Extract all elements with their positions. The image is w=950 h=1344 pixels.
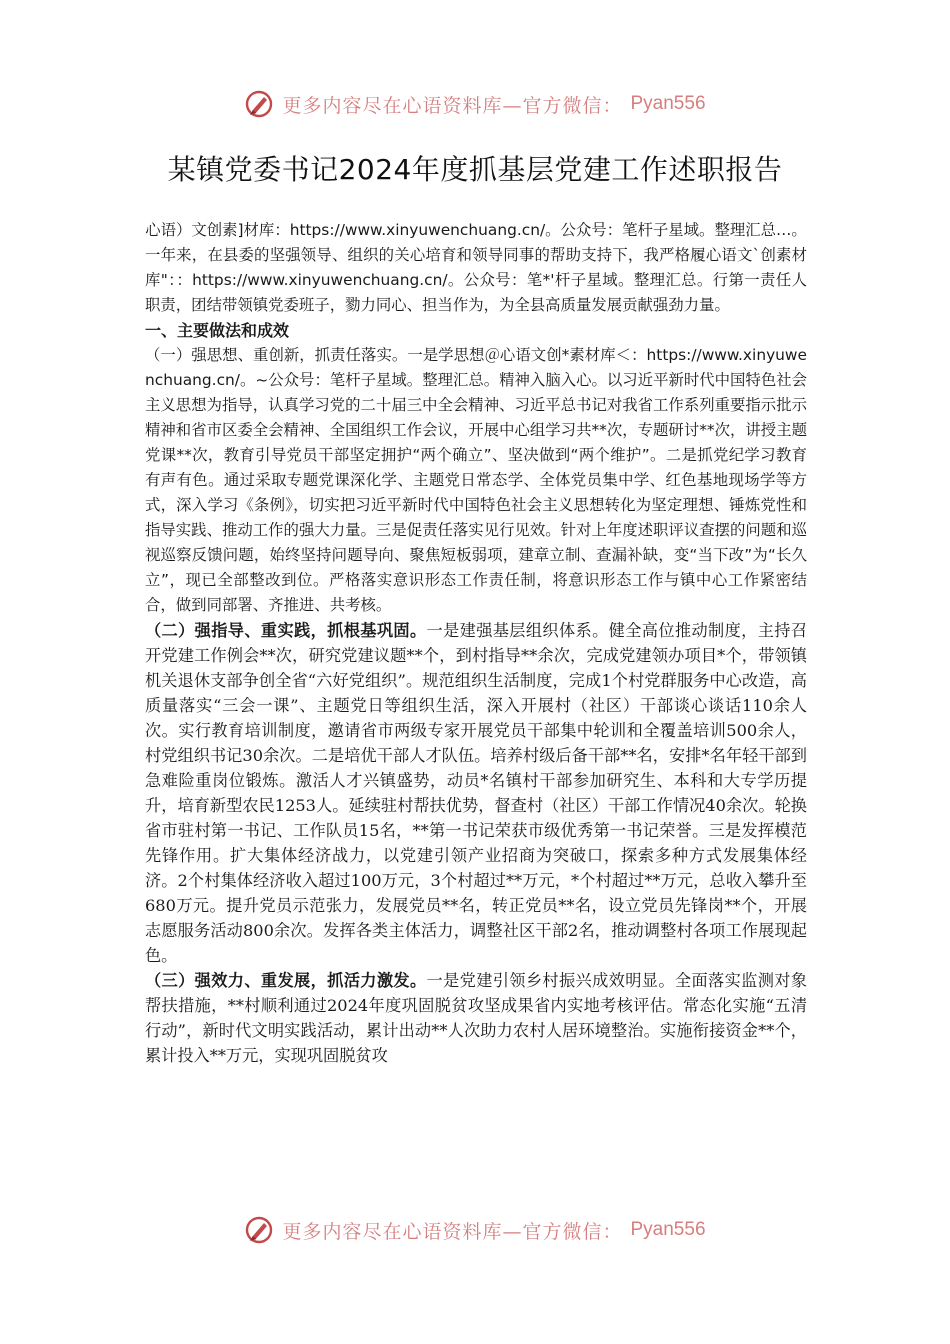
- source-note: 心语）文创素]材库：https://www.xinyuwenchuang.cn/。公众号：笔杆子星域。整理汇总…。: [145, 221, 807, 239]
- pen-logo-icon: [244, 89, 274, 119]
- intro-paragraph: 一年来，在县委的坚强领导、组织的关心培育和领导同事的帮助支持下，我严格履心语文`创素材库"：：https://www.xinyuwenchuang.cn/。公众号：笔*'杆子星域。整理汇总。行第一责任人职责，团结带领镇党委班子，勠力同心、担当作为，为全县高质量发展贡献强劲力量。: [145, 246, 807, 314]
- paragraph-one: （一）强思想、重创新，抓责任落实。一是学思想＠心语文创*素材库＜：https://www.xinyuwenchuang.cn/。~公众号：笔杆子星域。整理汇总。精神入脑入心。以习近平新时代中国特色社会主义思想为指导，认真学习党的二十届三中全会精神、习近平总书记对我省工作系列重要指示批示精神和省市区委全会精神、全国组织工作会议，开展中心组学习共**次，专题研讨**次，讲授主题党课**次，教育引导党员干部坚定拥护“两个确立”、坚决做到“两个维护”。二是抓党纪学习教育有声有色。通过采取专题党课深化学、主题党日常态学、全体党员集中学、红色基地现场学等方式，深入学习《条例》，切实把习近平新时代中国特色社会主义思想转化为坚定理想、锤炼党性和指导实践、推动工作的强大力量。三是促责任落实见行见效。针对上年度述职评议查摆的问题和巡视巡察反馈问题，始终坚持问题导向、聚焦短板弱项，建章立制、查漏补缺，变“当下改”为“长久立”，现已全部整改到位。严格落实意识形态工作责任制，将意识形态工作与镇中心工作紧密结合，做到同部署、齐推进、共考核。: [145, 346, 807, 614]
- pen-logo-icon: [244, 1215, 274, 1245]
- document-title: 某镇党委书记2024年度抓基层党建工作述职报告: [167, 153, 783, 186]
- section-heading: 一、主要做法和成效: [145, 321, 290, 340]
- paragraph-two-lead: （二）强指导、重实践，抓根基巩固。: [145, 621, 427, 640]
- watermark-wechat-id: Pyan556: [630, 1219, 706, 1240]
- watermark-wechat-id: Pyan556: [630, 93, 706, 114]
- paragraph-three-body: 一是党建引领乡村振兴成效明显。全面落实监测对象帮扶措施，**村顺利通过2024年度巩固脱贫攻坚成果省内实地考核评估。常态化实施“五清行动”，新时代文明实践活动，累计出动**人次助力农村人居环境整治。实施衔接资金**个，累计投入**万元，实现巩固脱贫攻: [145, 971, 808, 1065]
- watermark-text: 更多内容尽在心语资料库—官方微信：: [282, 1220, 623, 1243]
- paragraph-two: [145, 618, 807, 968]
- paragraph-two-body: 一是建强基层组织体系。健全高位推动制度，主持召开党建工作例会**次，研究党建议题**个，到村指导**余次，完成党建领办项目*个，带领镇机关退休支部争创全省“六好党组织”。规范组织生活制度，完成1个村党群服务中心改造，高质量落实“三会一课”、主题党日等组织生活，深入开展村（社区）干部谈心谈话110余人次。实行教育培训制度，邀请省市两级专家开展党员干部集中轮训和全覆盖培训500余人，村党组织书记30余次。二是培优干部人才队伍。培养村级后备干部**名，安排*名年轻干部到急难险重岗位锻炼。激活人才兴镇盛势，动员*名镇村干部参加研究生、本科和大专学历提升，培育新型农民1253人。延续驻村帮扶优势，督查村（社区）干部工作情况40余次。轮换省市驻村第一书记、工作队员15名，**第一书记荣获市级优秀第一书记荣誉。三是发挥模范先锋作用。扩大集体经济战力，以党建引领产业招商为突破口，探索多种方式发展集体经济。2个村集体经济收入超过100万元，3个村超过**万元，*个村超过**万元，总收入攀升至680万元。提升党员示范张力，发展党员**名，转正党员**名，设立党员先锋岗**个，开展志愿服务活动800余次。发挥各类主体活力，调整社区干部2名，推动调整村各项工作展现起色。: [145, 621, 808, 965]
- watermark-bottom: [0, 1208, 950, 1252]
- watermark-top: [0, 82, 950, 126]
- paragraph-three-lead: （三）强效力、重发展，抓活力激发。: [145, 971, 427, 990]
- document-body: [145, 218, 807, 1068]
- watermark-text: 更多内容尽在心语资料库—官方微信：: [282, 94, 623, 117]
- paragraph-three: [145, 968, 807, 1068]
